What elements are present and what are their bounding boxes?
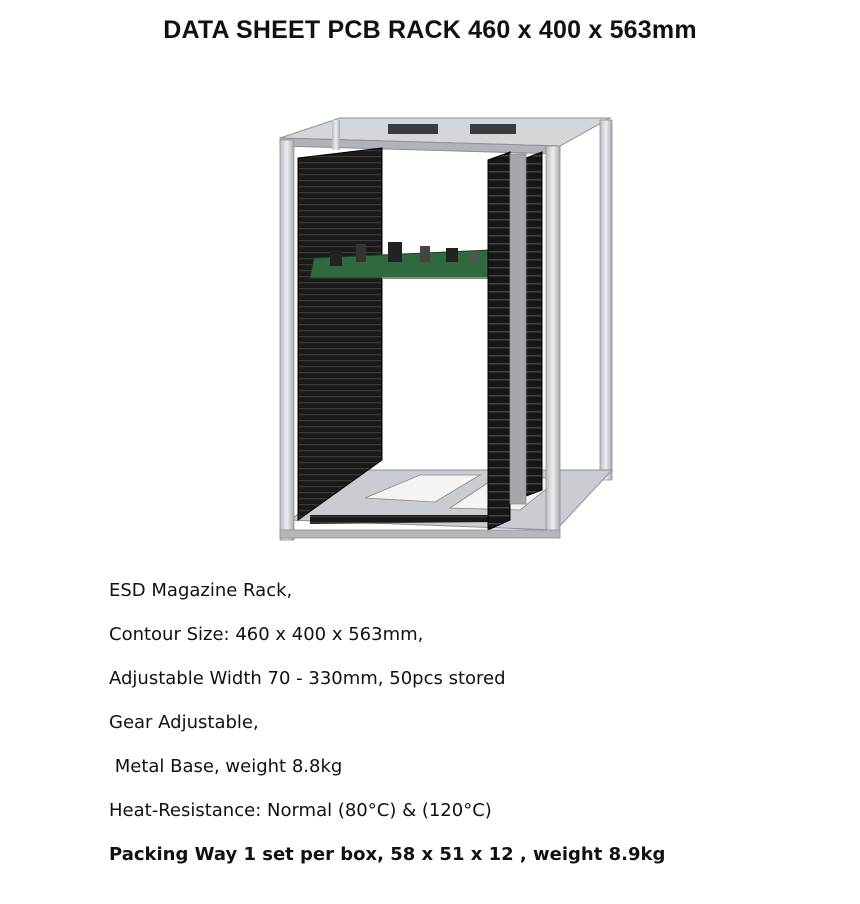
page-title: DATA SHEET PCB RACK 460 x 400 x 563mm [163, 16, 697, 44]
spec-line-packing: Packing Way 1 set per box, 58 x 51 x 12 , weight 8.9kg [109, 844, 666, 865]
spec-line: ESD Magazine Rack, [109, 580, 293, 601]
spec-line: Gear Adjustable, [109, 712, 259, 733]
spec-line: Contour Size: 460 x 400 x 563mm, [109, 624, 424, 645]
spec-list [109, 578, 809, 886]
spec-line: Heat-Resistance: Normal (80°C) & (120°C) [109, 800, 492, 821]
spec-line: Adjustable Width 70 - 330mm, 50pcs stored [109, 668, 506, 689]
spec-line: Metal Base, weight 8.8kg [109, 756, 343, 777]
pcb-rack-photo [270, 110, 620, 550]
